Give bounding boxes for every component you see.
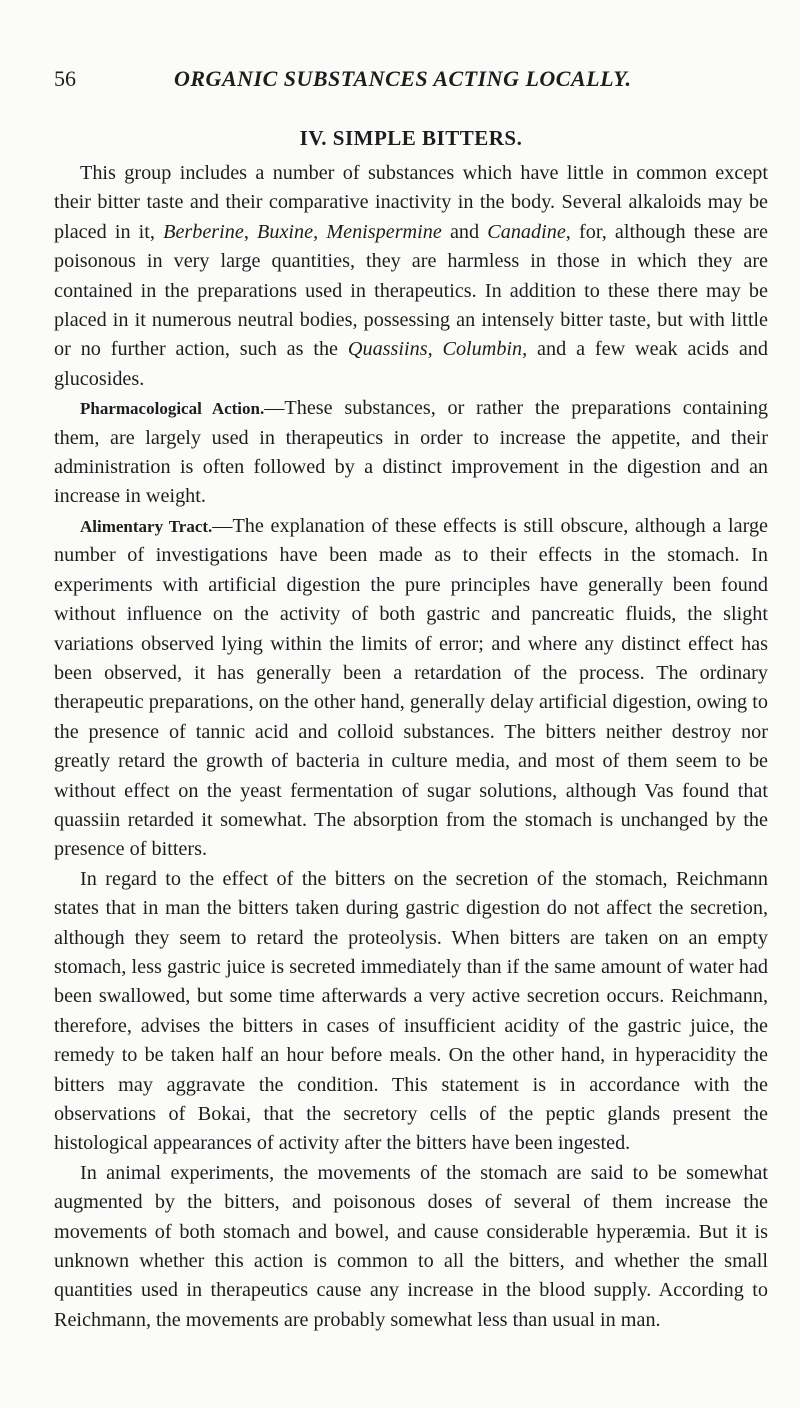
alimentary-paragraph xyxy=(54,512,768,865)
pharmacological-paragraph xyxy=(54,394,768,512)
intro-text-1: This group includes a number of substances which have little in common except their bitter taste and their comparative inactivity in the body. Several alkaloids may be placed in it, xyxy=(54,162,768,243)
pharmacological-text: —These substances, or rather the preparations containing them, are largely used in therapeutics in order to increase the appetite, and their administration is often followed by a distinct improvement in the digestion and an increase in weight. xyxy=(54,397,769,508)
intro-text-3: , and a few weak acids and glucosides. xyxy=(54,338,768,390)
section-title: IV. SIMPLE BITTERS. xyxy=(299,126,523,150)
alimentary-heading: Alimentary Tract. xyxy=(80,516,213,536)
comma: , xyxy=(427,338,443,361)
running-title: ORGANIC SUBSTANCES ACTING LOCALLY. xyxy=(174,66,632,91)
alimentary-text: —The explanation of these effects is still obscure, although a large number of investigations have been made as to their effects in the stomach. In experiments with artificial digestion the pure principles have generally been found without influence on the activity of both gastric and pancreatic fluids, the slight variations observed lying within the limits of error; and where any distinct effect has been observed, it has generally been a retardation of the process. The ordinary therapeutic preparations, on the other hand, generally delay artificial digestion, owing to the presence of tannic acid and colloid substances. The bitters neither destroy nor greatly retard the growth of bacteria in culture media, and most of them seem to be without effect on the yeast fermentation of sugar solutions, although Vas found that quassiin retarded it somewhat. The absorption from the stomach is unchanged by the presence of bitters. xyxy=(54,514,768,861)
comma: , xyxy=(313,220,327,243)
movements-paragraph: In animal experiments, the movements of the stomach are said to be somewhat augmented by the bitters, and poisonous doses of several of them increase the movements of both stomach and bowel, and cause considerable hyperæmia. But it is unknown whether this action is common to all the bitters, and whether the small quantities used in therapeutics cause any increase in the blood supply. According to Reichmann, the movements are probably somewhat less than usual in man. xyxy=(54,1161,768,1331)
comma: , xyxy=(243,220,258,243)
intro-paragraph xyxy=(54,159,768,394)
running-head xyxy=(54,66,768,92)
term-quassiins: Quassiins xyxy=(347,338,428,361)
book-page xyxy=(54,66,768,1335)
intro-text-2: , for, although these are poisonous in very large quantities, they are harmless in those in which they are contained in the preparations used in therapeutics. In addition to these there may be placed in it numerous neutral bodies, possessing an intensely bitter taste, but with little or no further action, such as the xyxy=(54,220,769,361)
pharmacological-heading: Pharmacological Action. xyxy=(80,399,265,419)
term-menispermine: Menispermine xyxy=(326,220,442,243)
term-berberine: Berberine xyxy=(163,220,244,243)
conjunction: and xyxy=(441,220,488,243)
term-buxine: Buxine xyxy=(257,220,314,243)
secretion-paragraph: In regard to the effect of the bitters on the secretion of the stomach, Reichmann states that in man the bitters taken during gastric digestion do not affect the secretion, although they seem to retard the proteolysis. When bitters are taken on an empty stomach, less gastric juice is secreted immediately than if the same amount of water had been swallowed, but some time afterwards a very active secretion occurs. Reichmann, therefore, advises the bitters in cases of insufficient acidity of the gastric juice, the remedy to be taken half an hour before meals. On the other hand, in hyperacidity the bitters may aggravate the condition. This statement is in accordance with the observations of Bokai, that the secretory cells of the peptic glands present the histological appearances of activity after the bitters have been ingested. xyxy=(54,867,768,1155)
term-columbin: Columbin xyxy=(442,338,523,361)
page-number: 56 xyxy=(54,66,76,91)
term-canadine: Canadine xyxy=(487,220,566,243)
